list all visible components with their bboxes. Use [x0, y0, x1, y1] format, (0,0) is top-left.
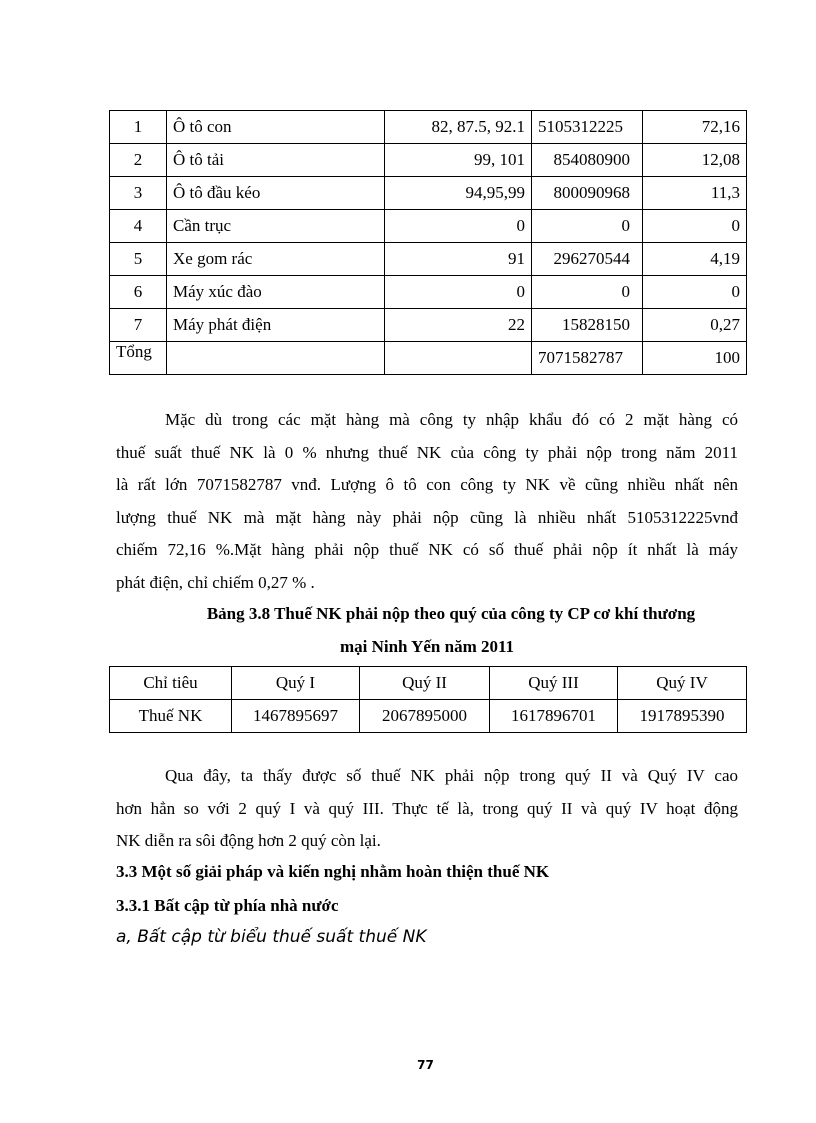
paragraph-line: Mặc dù trong các mặt hàng mà công ty nhập khẩu đó có 2 mặt hàng có — [165, 410, 738, 429]
row-number: 1 — [110, 111, 167, 144]
section-heading-3-3: 3.3 Một số giải pháp và kiến nghị nhằm hoàn thiện thuế NK — [116, 862, 550, 881]
import-tax-table — [109, 110, 747, 375]
row-number: 7 — [110, 309, 167, 342]
paragraph-line: thuế suất thuế NK là 0 % nhưng thuế NK của công ty phải nộp trong năm 2011 — [116, 442, 738, 462]
total-percent: 100 — [643, 342, 747, 375]
tax-rate: 0 — [385, 210, 532, 243]
tax-percent: 12,08 — [643, 144, 747, 177]
table-cell: 1467895697 — [232, 700, 360, 733]
table-cell: 1917895390 — [618, 700, 747, 733]
tax-percent: 0,27 — [643, 309, 747, 342]
section-heading-3-3-1: 3.3.1 Bất cập từ phía nhà nước — [116, 896, 339, 915]
tax-amount: 800090968 — [532, 177, 643, 210]
paragraph-line: chiếm 72,16 %.Mặt hàng phải nộp thuế NK có số thuế phải nộp ít nhất là máy — [116, 540, 738, 559]
table-row — [110, 144, 747, 177]
paragraph-line: là rất lớn 7071582787 vnđ. Lượng ô tô con công ty NK về cũng nhiều nhất nên — [116, 475, 738, 494]
paragraph-line: lượng thuế NK mà mặt hàng này phải nộp cũng là nhiều nhất 5105312225vnđ — [116, 507, 738, 527]
caption-line-2: mại Ninh Yến năm 2011 — [339, 637, 515, 656]
tax-percent: 11,3 — [643, 177, 747, 210]
tax-rate: 82, 87.5, 92.1 — [385, 111, 532, 144]
item-name: Xe gom rác — [167, 243, 385, 276]
item-name: Ô tô con — [167, 111, 385, 144]
paragraph-analysis — [116, 404, 738, 599]
table-cell: 2067895000 — [360, 700, 490, 733]
tax-rate: 91 — [385, 243, 532, 276]
table-header-row — [110, 667, 747, 700]
column-header: Quý I — [232, 667, 360, 700]
tax-rate: 99, 101 — [385, 144, 532, 177]
tax-rate: 22 — [385, 309, 532, 342]
total-amount: 7071582787 — [532, 342, 643, 375]
item-name: Ô tô đầu kéo — [167, 177, 385, 210]
tax-amount: 5105312225 — [532, 111, 643, 144]
tax-percent: 0 — [643, 276, 747, 309]
tax-percent: 72,16 — [643, 111, 747, 144]
tax-rate: 94,95,99 — [385, 177, 532, 210]
item-name: Máy xúc đào — [167, 276, 385, 309]
row-label: Thuế NK — [110, 700, 232, 733]
item-name: Cần trục — [167, 210, 385, 243]
tax-amount: 296270544 — [532, 243, 643, 276]
table-row — [110, 210, 747, 243]
row-number: 3 — [110, 177, 167, 210]
column-header: Quý II — [360, 667, 490, 700]
paragraph-quarterly — [116, 760, 738, 858]
tax-amount: 0 — [532, 276, 643, 309]
paragraph-line: NK diễn ra sôi động hơn 2 quý còn lại. — [116, 831, 381, 850]
table-row — [110, 276, 747, 309]
table-row — [110, 111, 747, 144]
row-number: 5 — [110, 243, 167, 276]
table-caption — [116, 597, 738, 663]
column-header: Quý IV — [618, 667, 747, 700]
tax-amount: 15828150 — [532, 309, 643, 342]
subsection-heading-a: a, Bất cập từ biểu thuế suất thuế NK — [116, 927, 427, 947]
paragraph-line: hơn hẳn so với 2 quý I và quý III. Thực tế là, trong quý II và quý IV hoạt động — [116, 798, 738, 818]
tax-percent: 0 — [643, 210, 747, 243]
tax-amount: 0 — [532, 210, 643, 243]
tax-percent: 4,19 — [643, 243, 747, 276]
row-number: 6 — [110, 276, 167, 309]
item-name: Ô tô tải — [167, 144, 385, 177]
empty-cell — [385, 342, 532, 375]
row-number: 4 — [110, 210, 167, 243]
page-number: 77 — [417, 1058, 434, 1072]
row-number: 2 — [110, 144, 167, 177]
tax-amount: 854080900 — [532, 144, 643, 177]
quarterly-tax-table — [109, 666, 747, 733]
table-cell: 1617896701 — [490, 700, 618, 733]
column-header: Quý III — [490, 667, 618, 700]
empty-cell — [167, 342, 385, 375]
paragraph-line: phát điện, chỉ chiếm 0,27 % . — [116, 572, 315, 592]
paragraph-line: Qua đây, ta thấy được số thuế NK phải nộp trong quý II và Quý IV cao — [165, 766, 738, 785]
column-header: Chỉ tiêu — [110, 667, 232, 700]
total-label: Tổng — [110, 342, 167, 375]
table-row — [110, 309, 747, 342]
table-row — [110, 700, 747, 733]
item-name: Máy phát điện — [167, 309, 385, 342]
table-total-row — [110, 342, 747, 375]
tax-rate: 0 — [385, 276, 532, 309]
caption-line-1: Bảng 3.8 Thuế NK phải nộp theo quý của công ty CP cơ khí thương — [206, 604, 696, 623]
table-row — [110, 243, 747, 276]
table-row — [110, 177, 747, 210]
